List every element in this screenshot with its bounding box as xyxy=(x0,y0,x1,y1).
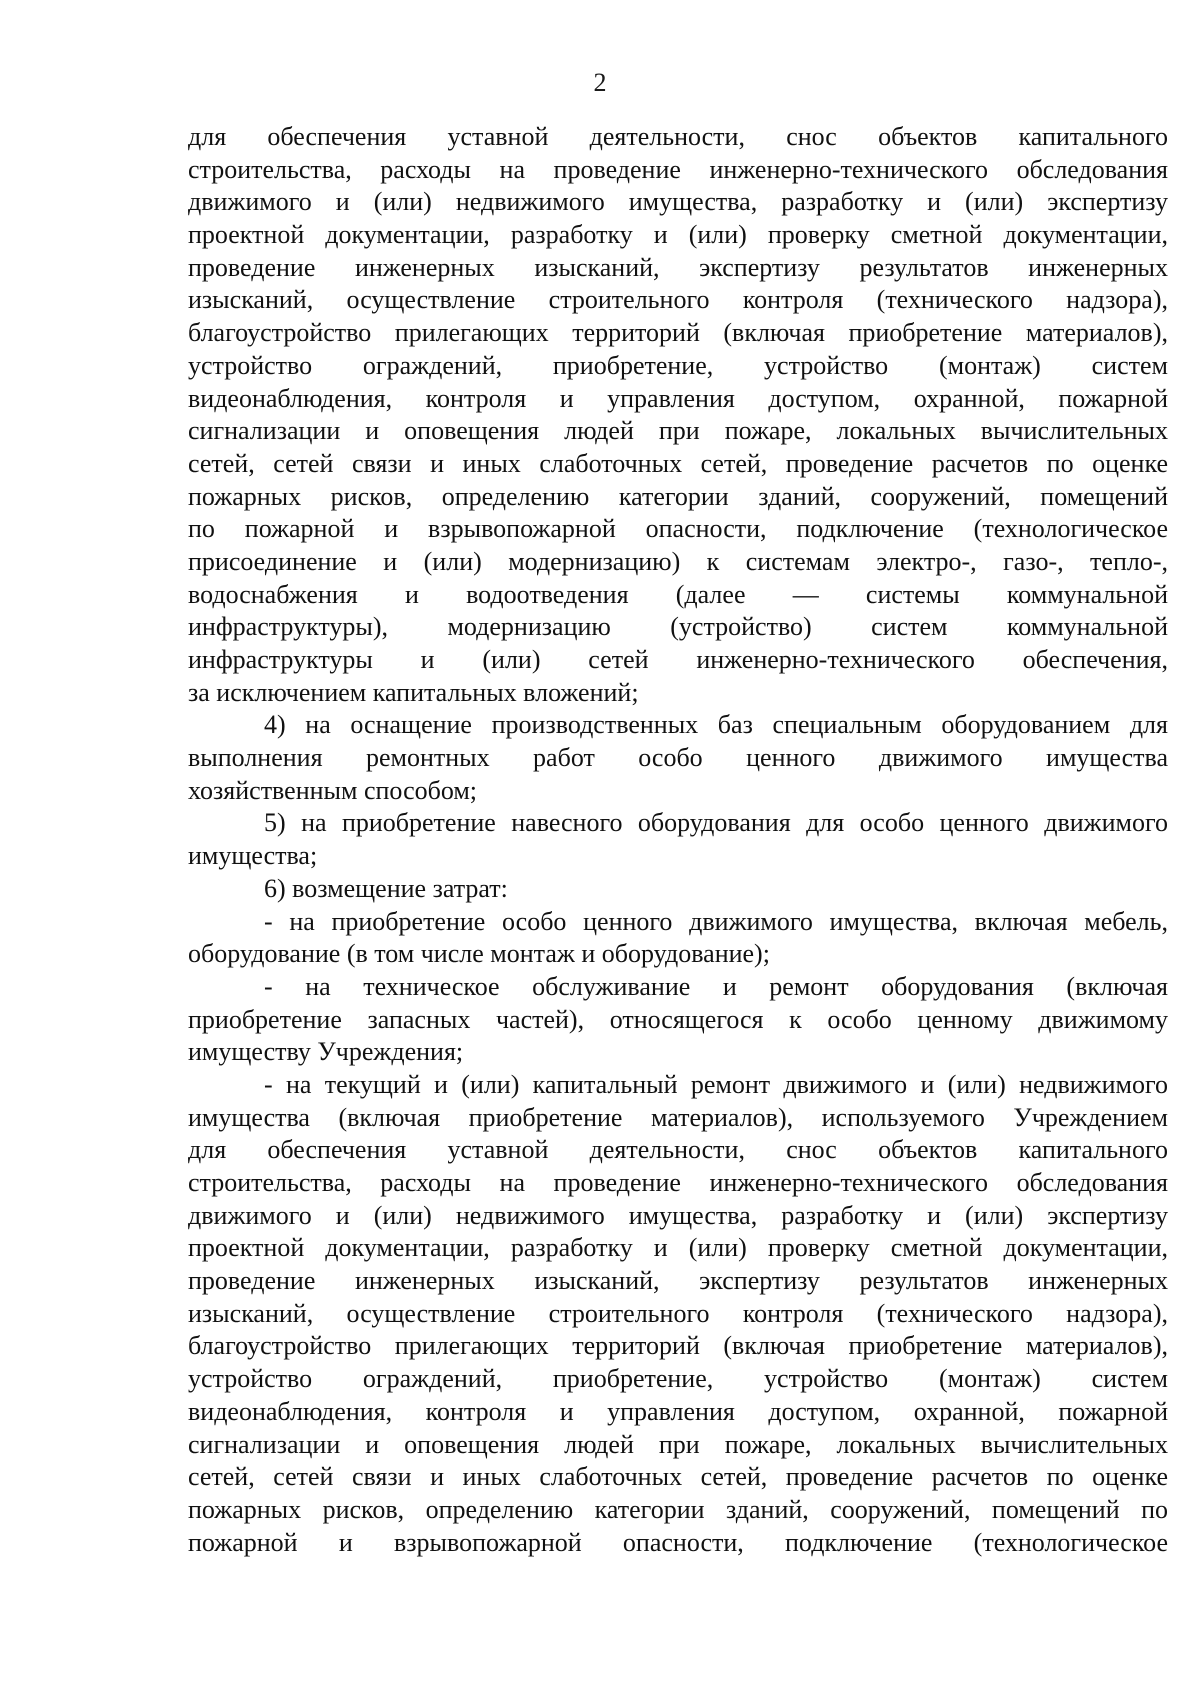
text-line: пожарных рисков, определению категории зданий, сооружений, помещений xyxy=(188,481,1168,511)
text-line: для обеспечения уставной деятельности, снос объектов капитального xyxy=(188,1135,1168,1165)
text-line: сигнализации и оповещения людей при пожаре, локальных вычислительных xyxy=(188,416,1168,446)
text-line: сетей, сетей связи и иных слаботочных сетей, проведение расчетов по оценке xyxy=(188,1462,1168,1492)
text-line: водоснабжения и водоотведения (далее — системы коммунальной xyxy=(188,579,1168,609)
text-line: инфраструктуры и (или) сетей инженерно-технического обеспечения, xyxy=(188,645,1168,674)
text-line: изысканий, осуществление строительного контроля (технического надзора), xyxy=(188,1298,1168,1328)
text-line: - на текущий и (или) капитальный ремонт движимого и (или) недвижимого xyxy=(264,1069,1168,1099)
text-line: строительства, расходы на проведение инженерно-технического обследования xyxy=(188,154,1168,184)
text-line: движимого и (или) недвижимого имущества, разработку и (или) экспертизу xyxy=(188,187,1168,217)
text-line: 5) на приобретение навесного оборудования для особо ценного движимого xyxy=(264,808,1168,838)
text-line: проектной документации, разработку и (или) проверку сметной документации, xyxy=(188,220,1168,250)
body-text xyxy=(188,121,1168,1559)
text-line: проведение инженерных изысканий, экспертизу результатов инженерных xyxy=(188,1266,1168,1296)
text-line: пожарных рисков, определению категории зданий, сооружений, помещений по xyxy=(188,1494,1168,1524)
text-line: - на приобретение особо ценного движимого имущества, включая мебель, xyxy=(264,906,1168,936)
text-line: пожарной и взрывопожарной опасности, подключение (технологическое xyxy=(188,1527,1168,1557)
text-line: благоустройство прилегающих территорий (включая приобретение материалов), xyxy=(188,1331,1168,1361)
text-line: благоустройство прилегающих территорий (включая приобретение материалов), xyxy=(188,318,1168,348)
text-line: имущества; xyxy=(188,841,318,871)
text-line: 4) на оснащение производственных баз специальным оборудованием для xyxy=(264,710,1168,740)
page-number: 2 xyxy=(593,68,607,97)
text-line: сетей, сетей связи и иных слаботочных сетей, проведение расчетов по оценке xyxy=(188,448,1168,478)
text-line: - на техническое обслуживание и ремонт оборудования (включая xyxy=(264,971,1168,1001)
text-line: инфраструктуры), модернизацию (устройство) систем коммунальной xyxy=(188,612,1168,642)
text-line: хозяйственным способом; xyxy=(188,775,478,805)
text-line: изысканий, осуществление строительного контроля (технического надзора), xyxy=(188,285,1168,315)
text-line: оборудование (в том числе монтаж и оборудование); xyxy=(188,939,770,969)
text-line: проектной документации, разработку и (или) проверку сметной документации, xyxy=(188,1233,1168,1263)
text-line: по пожарной и взрывопожарной опасности, подключение (технологическое xyxy=(188,514,1168,544)
text-line: устройство ограждений, приобретение, устройство (монтаж) систем xyxy=(188,350,1168,380)
text-line: устройство ограждений, приобретение, устройство (монтаж) систем xyxy=(188,1364,1168,1394)
text-line: проведение инженерных изысканий, экспертизу результатов инженерных xyxy=(188,252,1168,282)
text-line: выполнения ремонтных работ особо ценного движимого имущества xyxy=(188,743,1168,773)
text-line: движимого и (или) недвижимого имущества, разработку и (или) экспертизу xyxy=(188,1200,1168,1230)
text-line: видеонаблюдения, контроля и управления доступом, охранной, пожарной xyxy=(188,383,1168,413)
text-line: для обеспечения уставной деятельности, снос объектов капитального xyxy=(188,122,1168,151)
text-line: за исключением капитальных вложений; xyxy=(188,677,639,707)
text-line: присоединение и (или) модернизацию) к системам электро-, газо-, тепло-, xyxy=(188,546,1168,576)
text-line: имущества (включая приобретение материалов), используемого Учреждением xyxy=(188,1102,1168,1132)
text-line: строительства, расходы на проведение инженерно-технического обследования xyxy=(188,1168,1168,1197)
text-line: сигнализации и оповещения людей при пожаре, локальных вычислительных xyxy=(188,1429,1168,1459)
text-line: приобретение запасных частей), относящегося к особо ценному движимому xyxy=(188,1004,1168,1034)
text-line: 6) возмещение затрат: xyxy=(264,873,508,903)
text-line: имуществу Учреждения; xyxy=(188,1037,464,1067)
text-line: видеонаблюдения, контроля и управления доступом, охранной, пожарной xyxy=(188,1396,1168,1426)
